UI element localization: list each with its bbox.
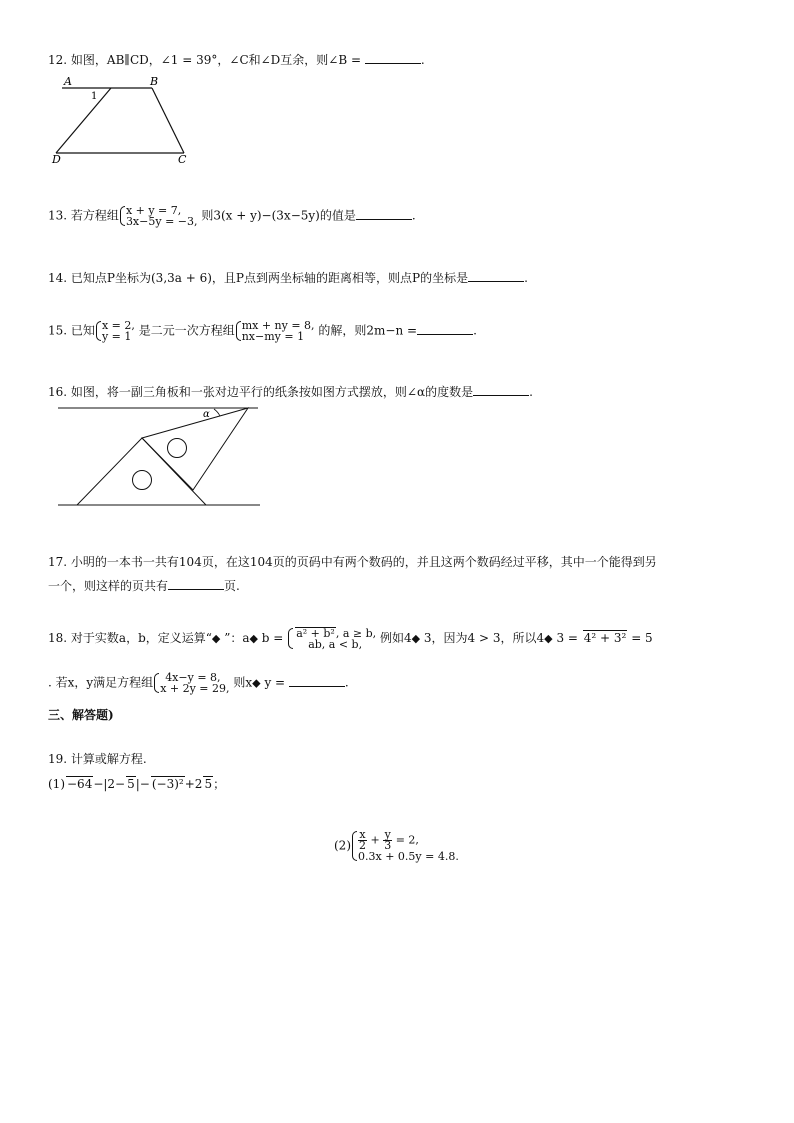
q18-answer-blank[interactable] <box>289 675 345 687</box>
question-15 <box>48 320 477 342</box>
q19-p2-d2: 3 <box>384 839 392 852</box>
q19-p2-n2: y <box>384 828 391 841</box>
q13-end: . <box>411 208 416 223</box>
q18-example-radical: 4² + 3² <box>583 631 627 645</box>
label-d: D <box>52 153 61 166</box>
operator-diamond-icon: ◆ <box>252 676 261 690</box>
q17-line2b: 页. <box>224 579 240 593</box>
q15-e1: mx + ny = 8, <box>241 319 315 332</box>
q18-b-eq: b = <box>261 631 284 645</box>
triangle-ruler-30-60 <box>142 408 248 490</box>
q19-p2-equation-system <box>351 830 459 862</box>
question-16 <box>48 384 533 399</box>
q13-number: 13. <box>48 208 68 223</box>
q19-title: 19. 计算或解方程. <box>48 752 147 766</box>
fraction-x-over-2 <box>358 830 367 851</box>
q14-end: . <box>524 271 528 285</box>
line-ad <box>56 88 111 153</box>
q16-triangle-figure <box>48 400 268 512</box>
q19-p1-radical-4: 5 <box>204 777 213 791</box>
operator-diamond-icon: ◆ <box>249 632 258 645</box>
q17-answer-blank[interactable] <box>168 578 224 590</box>
question-18-line-2 <box>48 672 349 694</box>
q18-end: . <box>344 675 349 690</box>
label-alpha: α <box>203 409 210 420</box>
q18-eq1: 4x−y = 8, <box>165 671 221 684</box>
q13-eq1: x + y = 7, <box>125 204 182 217</box>
q13-lead: 若方程组 <box>70 208 119 223</box>
q18-number: 18. <box>48 631 68 645</box>
q13-answer-blank[interactable] <box>356 208 412 220</box>
operator-diamond-icon: ◆ <box>211 632 221 645</box>
q16-text: 如图，将一副三角板和一张对边平行的纸条按如图方式摆放，则∠α的度数是 <box>70 385 474 399</box>
q13-eq2: 3x−5y = −3, <box>125 215 198 228</box>
q18-eq2: x + 2y = 29, <box>160 682 230 695</box>
q19-p2-n1: x <box>359 828 366 841</box>
q19-p1-mid: −|2− <box>93 777 126 791</box>
q19-p1-lead: (1) <box>48 777 65 791</box>
question-17-line-2 <box>48 578 240 593</box>
question-13 <box>48 205 416 227</box>
q19-part-2 <box>334 830 459 862</box>
q18-example: 例如4 <box>379 631 412 645</box>
q18-piecewise-definition <box>287 627 376 650</box>
ruler-hole-1 <box>133 471 152 490</box>
q19-p2-plus: + <box>370 833 380 847</box>
q15-answer-blank[interactable] <box>417 323 473 335</box>
q19-p1-mid2: |− <box>135 777 150 791</box>
fraction-y-over-3 <box>383 830 392 851</box>
q18-ex2: 3，因为4 > 3，所以4 <box>423 631 545 645</box>
q12-number: 12. <box>48 53 68 67</box>
label-b: B <box>150 75 159 88</box>
q15-lead: 已知 <box>70 323 95 338</box>
question-12 <box>48 52 425 67</box>
q12-end: . <box>420 53 425 67</box>
q18-equation-system <box>153 672 229 694</box>
q15-equation-system <box>235 320 315 342</box>
q15-number: 15. <box>48 323 68 338</box>
q15-tail: 的解，则2m−n = <box>318 323 418 338</box>
q19-p2-d1: 2 <box>359 839 366 852</box>
q18-lead: 对于实数a，b，定义运算“ <box>70 631 212 645</box>
question-18-line-1 <box>48 627 653 650</box>
q16-answer-blank[interactable] <box>473 384 529 396</box>
q19-p2-eq2: 0.3x + 0.5y = 4.8. <box>358 850 459 863</box>
q13-equation-system <box>119 205 198 227</box>
q15-solution-system <box>95 320 135 342</box>
question-14 <box>48 270 528 285</box>
q18-case1-radical: a² + b² <box>296 627 335 640</box>
q19-p1-plus: +2 <box>184 777 203 791</box>
q15-e2: nx−my = 1 <box>241 330 305 343</box>
q15-mid: 是二元一次方程组 <box>138 323 235 338</box>
label-a: A <box>64 75 72 88</box>
q19-p2-lead: (2) <box>334 838 351 853</box>
q15-end: . <box>473 323 477 338</box>
q19-p2-eq1 <box>358 830 459 851</box>
q18-quote-end: ”：a <box>224 631 250 645</box>
label-angle-1: 1 <box>91 91 98 102</box>
q18-line2-lead: . 若x，y满足方程组 <box>48 675 154 690</box>
q15-s1: x = 2, <box>101 319 135 332</box>
operator-diamond-icon: ◆ <box>544 632 553 645</box>
operator-diamond-icon: ◆ <box>411 632 421 645</box>
q17-line2a: 一个，则这样的页共有 <box>48 579 169 593</box>
q16-number: 16. <box>48 385 68 399</box>
q16-end: . <box>529 385 533 399</box>
q13-tail: 则3(x + y)−(3x−5y)的值是 <box>201 208 356 223</box>
q12-text: 如图，AB∥CD，∠1 = 39°，∠C和∠D互余，则∠B = <box>70 53 362 67</box>
ruler-hole-2 <box>168 439 187 458</box>
angle-alpha-arc <box>214 409 220 416</box>
q19-part-1 <box>48 776 225 791</box>
q18-case1-cond: , a ≥ b, <box>335 627 377 640</box>
q17-line1: 小明的一本书一共有104页，在这104页的页码中有两个数码的，并且这两个数码经过平移，其中一个能得到另 <box>70 555 657 569</box>
question-17-line-1 <box>48 555 657 569</box>
q12-answer-blank[interactable] <box>365 52 421 64</box>
q14-number: 14. <box>48 271 68 285</box>
q17-number: 17. <box>48 555 68 569</box>
q18-ex3: 3 = <box>556 631 578 645</box>
q18-line2-tail: 则x <box>233 675 253 690</box>
section-3-title: 三、解答题) <box>48 708 114 722</box>
q15-s2: y = 1 <box>101 330 132 343</box>
q19-p1-radical-2: 5 <box>127 777 135 791</box>
q14-text: 已知点P坐标为(3,3a + 6)，且P点到两坐标轴的距离相等，则点P的坐标是 <box>70 271 469 285</box>
q19-p1-radical-3: (−3)² <box>151 777 184 791</box>
label-c: C <box>178 153 187 166</box>
q18-case-2: ab, a < b, <box>308 638 363 651</box>
q19-p1-radical-1: −64 <box>67 777 93 791</box>
q18-example-result: = 5 <box>631 631 653 645</box>
q12-trapezoid-figure <box>48 74 198 169</box>
q18-line2-y: y = <box>264 675 286 690</box>
q19-p2-eq: = 2, <box>395 833 419 847</box>
q14-answer-blank[interactable] <box>468 270 524 282</box>
line-bc <box>152 88 184 153</box>
q19-p1-end: ； <box>213 777 226 791</box>
